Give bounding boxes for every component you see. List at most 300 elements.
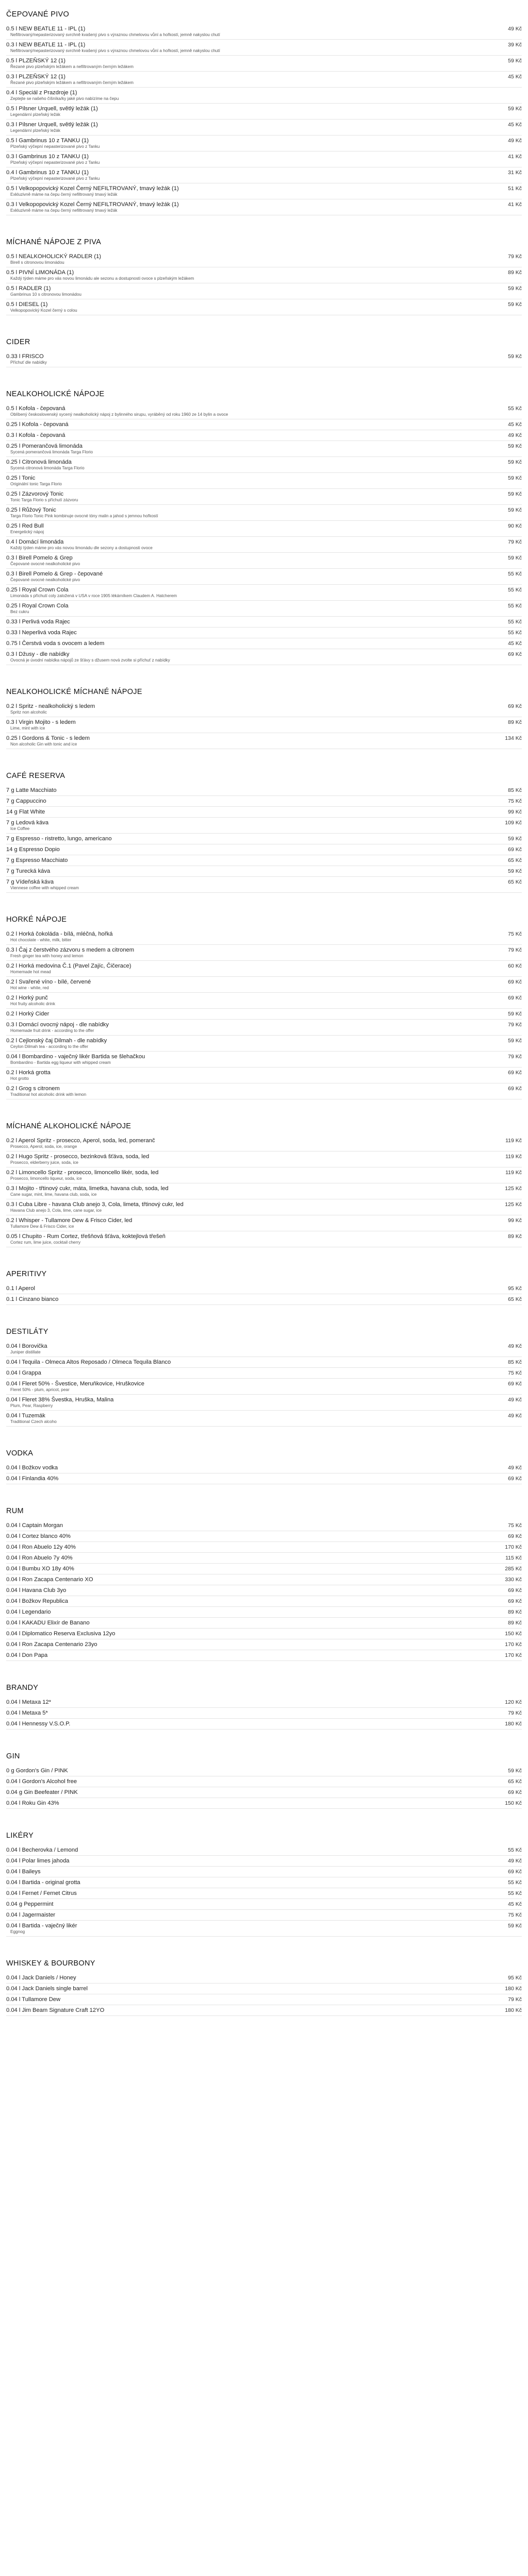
menu-item: [6, 1899, 522, 1910]
menu-item: [6, 601, 522, 617]
menu-item: [6, 1574, 522, 1585]
menu-item: [6, 1994, 522, 2005]
menu-item-row: [6, 978, 522, 986]
item-name: 0.04 l Ron Abuelo 12y 40%: [6, 1544, 76, 1550]
menu-item: [6, 1473, 522, 1484]
item-name: 0.04 l Bombardino - vaječný likér Bartida se šlehačkou: [6, 1054, 145, 1060]
item-price: 49 Kč: [508, 1858, 522, 1864]
item-description: Fresh ginger tea with honey and lemon: [10, 954, 84, 958]
menu-item-row: [6, 443, 522, 450]
item-name: 0.04 l Jim Beam Signature Craft 12YO: [6, 2007, 105, 2013]
item-name: 0.2 l Horký Cider: [6, 1011, 50, 1017]
item-price: 75 Kč: [508, 1370, 522, 1376]
menu-item-row: [6, 1359, 522, 1366]
menu-item-row: [6, 1576, 522, 1583]
menu-item-row: [6, 538, 522, 546]
item-price: 79 Kč: [508, 253, 522, 260]
item-price: 150 Kč: [505, 1800, 522, 1806]
section-title: BRANDY: [6, 1684, 39, 1692]
section-title: DESTILÁTY: [6, 1328, 48, 1336]
menu-item-row: [6, 1085, 522, 1092]
menu-item-row: [6, 57, 522, 64]
item-name: 0.2 l Svařené víno - bílé, červené: [6, 979, 91, 985]
item-name: 0.1 l Aperol: [6, 1285, 35, 1292]
menu-section: [6, 772, 522, 893]
menu-item: [6, 1463, 522, 1473]
menu-item-row: [6, 1879, 522, 1886]
item-name: 0.04 l Fleret 38% Švestka, Hruška, Malina: [6, 1397, 114, 1403]
menu-item-row: [6, 1619, 522, 1626]
item-name: 0.3 l Pilsner Urquell, světlý ležák (1): [6, 122, 98, 128]
menu-item: [6, 977, 522, 993]
menu-item-row: [6, 73, 522, 80]
menu-item-row: [6, 1974, 522, 1981]
item-name: 7 g Latte Macchiato: [6, 787, 57, 793]
menu-item: [6, 1845, 522, 1856]
menu-item: [6, 844, 522, 855]
item-price: 45 Kč: [508, 74, 522, 80]
item-description: Exkluzivně máme na čepu černý nefiltrovaný tmavý ležák: [10, 208, 118, 213]
item-price: 79 Kč: [508, 1710, 522, 1716]
menu-item: [6, 1036, 522, 1052]
menu-item-row: [6, 1217, 522, 1224]
item-description: Ceylon Dilmah tea - according to the offer: [10, 1044, 88, 1049]
menu-item: [6, 1283, 522, 1294]
section-title: GIN: [6, 1752, 20, 1760]
item-price: 119 Kč: [505, 1154, 522, 1160]
item-description: Řezané pivo plzeňským ležákem a nefiltrovaným černým ležákem: [10, 64, 134, 69]
item-description: Sycená pomerančová limonáda Targa Florio: [10, 450, 93, 454]
item-name: 0.04 l Havana Club 3yo: [6, 1587, 67, 1594]
item-price: 51 Kč: [508, 185, 522, 192]
item-price: 65 Kč: [508, 1778, 522, 1785]
item-name: 0.04 l Diplomatico Reserva Exclusiva 12yo: [6, 1631, 116, 1637]
item-name: 0.3 l Birell Pomelo & Grep: [6, 555, 73, 561]
item-price: 69 Kč: [508, 1086, 522, 1092]
menu-item-row: [6, 1868, 522, 1875]
item-name: 0.04 l Jagermaister: [6, 1912, 56, 1918]
item-name: 0.3 l Kofola - čepovaná: [6, 432, 65, 438]
item-description: Originální tonic Targa Florio: [10, 482, 62, 486]
item-price: 180 Kč: [505, 1986, 522, 1992]
menu-item: [6, 1787, 522, 1798]
menu-item-row: [6, 1587, 522, 1594]
menu-item-row: [6, 1699, 522, 1706]
menu-item-row: [6, 1343, 522, 1350]
item-price: 75 Kč: [508, 798, 522, 804]
item-description: Zeptejte se našeho číšníka/ky jaké pivo nabízíme na čepu: [10, 96, 119, 101]
menu-item-row: [6, 474, 522, 482]
item-description: Hot wine - white, red: [10, 986, 49, 990]
item-price: 79 Kč: [508, 1996, 522, 2003]
menu-item: [6, 537, 522, 553]
menu-section: [6, 1507, 522, 1661]
menu-item: [6, 24, 522, 40]
menu-item-row: [6, 269, 522, 276]
menu-item-row: [6, 285, 522, 292]
item-description: Bombardino - Bartida egg liqueur with whipped cream: [10, 1060, 111, 1065]
item-name: 14 g Espresso Dopio: [6, 846, 60, 853]
menu-item-row: [6, 201, 522, 208]
item-price: 55 Kč: [508, 587, 522, 593]
item-price: 89 Kč: [508, 1233, 522, 1240]
item-name: 0.2 l Cejlonský čaj Dilmah - dle nabídky: [6, 1038, 107, 1044]
item-name: 0.3 l Cuba Libre - havana Club anejo 3, Cola, limeta, třtinový cukr, led: [6, 1201, 184, 1208]
menu-section: [6, 1752, 522, 1809]
menu-item-row: [6, 253, 522, 260]
item-description: Řezané pivo plzeňským ležákem a nefiltrovaným černým ležákem: [10, 80, 134, 85]
item-name: 0.04 l Metaxa 12*: [6, 1699, 52, 1705]
menu-item: [6, 2005, 522, 2016]
item-name: 0.2 l Horká grotta: [6, 1070, 51, 1076]
menu-item: [6, 649, 522, 665]
item-description: Spritz non alcoholic: [10, 710, 47, 715]
item-name: 0.04 l Tullamore Dew: [6, 1996, 61, 2003]
item-description: Každý týden máme pro vás novou limonádu ale sezonu a dostupnosti ovoce s plzeňským ležákem: [10, 276, 194, 281]
item-price: 59 Kč: [508, 555, 522, 561]
item-name: 0.3 l Velkopopovický Kozel Černý NEFILTROVANÝ, tmavý ležák (1): [6, 201, 179, 208]
item-price: 65 Kč: [508, 879, 522, 885]
menu-item: [6, 104, 522, 120]
item-name: 0.1 l Cinzano bianco: [6, 1296, 59, 1302]
item-name: 0.25 l Růžový Tonic: [6, 507, 56, 513]
menu-item-row: [6, 1285, 522, 1292]
menu-item-row: [6, 169, 522, 176]
item-price: 49 Kč: [508, 432, 522, 438]
item-description: Juniper distillate: [10, 1350, 41, 1354]
item-name: 0.33 l Neperlivá voda Rajec: [6, 630, 77, 636]
item-price: 134 Kč: [505, 735, 522, 741]
item-price: 59 Kč: [508, 1923, 522, 1929]
item-description: Fleret 50% - plum, apricot, pear: [10, 1387, 70, 1392]
item-name: 0.5 l NEW BEATLE 11 - IPL (1): [6, 26, 86, 32]
item-price: 180 Kč: [505, 2007, 522, 2013]
menu-item-row: [6, 421, 522, 428]
menu-item: [6, 283, 522, 299]
item-description: Každý týden máme pro vás novou limonádu dle sezony a dostupnosti ovoce: [10, 546, 153, 550]
item-name: 0.04 l Tuzemák: [6, 1413, 45, 1419]
section-title: NEALKOHOLICKÉ MÍCHANÉ NÁPOJE: [6, 688, 142, 696]
item-price: 59 Kč: [508, 353, 522, 360]
menu-item: [6, 1596, 522, 1607]
menu-item-row: [6, 994, 522, 1002]
menu-item-row: [6, 2007, 522, 2014]
item-description: Homemade hot mead: [10, 970, 51, 974]
menu-item: [6, 473, 522, 489]
menu-item-row: [6, 787, 522, 794]
menu-item: [6, 1542, 522, 1553]
item-price: 59 Kč: [508, 507, 522, 513]
item-price: 119 Kč: [505, 1170, 522, 1176]
item-price: 95 Kč: [508, 1975, 522, 1981]
item-description: Hot grotto: [10, 1076, 29, 1081]
menu-item-row: [6, 1369, 522, 1377]
menu-item-row: [6, 1608, 522, 1616]
menu-item: [6, 855, 522, 866]
item-name: 0.3 l Čaj z čerstvého zázvoru s medem a citronem: [6, 947, 135, 953]
item-price: 41 Kč: [508, 154, 522, 160]
menu-item-row: [6, 703, 522, 710]
item-name: 0.04 l Finlandia 40%: [6, 1476, 59, 1482]
item-name: 0.04 l Baileys: [6, 1869, 41, 1875]
item-name: 0.04 l Grappa: [6, 1370, 41, 1376]
item-name: 0.04 l Bumbu XO 18y 40%: [6, 1566, 74, 1572]
item-price: 59 Kč: [508, 285, 522, 292]
menu-item-row: [6, 651, 522, 658]
menu-item: [6, 1341, 522, 1357]
item-description: Nefiltrovaný/nepasterizovaný svrchně kvašený pivo s výraznou chmelovou vůní a hořkostí, jemně nakyslou chutí: [10, 48, 220, 53]
item-name: 7 g Ledová káva: [6, 820, 49, 826]
menu-item-row: [6, 1789, 522, 1796]
item-price: 85 Kč: [508, 787, 522, 793]
menu-item: [6, 1564, 522, 1574]
item-name: 0.2 l Aperol Spritz - prosecco, Aperol, soda, led, pomeranč: [6, 1138, 155, 1144]
item-name: 0.33 l FRISCO: [6, 353, 44, 360]
menu-item: [6, 945, 522, 961]
menu-item: [6, 1183, 522, 1199]
section-title: HORKÉ NÁPOJE: [6, 916, 67, 924]
menu-item-row: [6, 962, 522, 970]
item-description: Ice Coffee: [10, 826, 30, 831]
menu-item-row: [6, 1857, 522, 1865]
item-name: 0.3 l NEW BEATLE 11 - IPL (1): [6, 42, 86, 48]
item-price: 45 Kč: [508, 1901, 522, 1907]
item-price: 49 Kč: [508, 1413, 522, 1419]
menu-item: [6, 299, 522, 315]
item-name: 0.04 l Bartida - original grotta: [6, 1879, 80, 1886]
item-price: 45 Kč: [508, 122, 522, 128]
item-description: Viennese coffee with whipped cream: [10, 886, 79, 890]
menu-item-row: [6, 1153, 522, 1160]
menu-item-row: [6, 1201, 522, 1208]
item-price: 69 Kč: [508, 1476, 522, 1482]
menu-item: [6, 1639, 522, 1650]
item-name: 0.04 l Polar limes jahoda: [6, 1858, 70, 1864]
item-name: 0.04 l Božkov Republica: [6, 1598, 69, 1604]
item-price: 99 Kč: [508, 1217, 522, 1224]
item-description: Bez cukru: [10, 609, 29, 614]
menu-item: [6, 1151, 522, 1167]
item-description: Velkopopovický Kozel černý s colou: [10, 308, 77, 313]
menu-item-row: [6, 1985, 522, 1992]
menu-item-row: [6, 1137, 522, 1144]
item-name: 0.04 l Tequila - Olmeca Altos Reposado / Olmeca Tequila Blanco: [6, 1359, 171, 1365]
section-title: ČEPOVANÉ PIVO: [6, 10, 70, 19]
item-name: 0.04 l Fernet / Fernet Citrus: [6, 1890, 77, 1896]
item-price: 69 Kč: [508, 1070, 522, 1076]
menu-item: [6, 251, 522, 267]
item-description: Lime, mint with ice: [10, 726, 45, 731]
item-price: 59 Kč: [508, 1011, 522, 1017]
menu-item-row: [6, 353, 522, 360]
menu-item-row: [6, 629, 522, 636]
menu-item: [6, 1973, 522, 1984]
menu-item-row: [6, 1554, 522, 1562]
item-name: 0.04 l Gordon's Alcohol free: [6, 1778, 77, 1785]
menu-item: [6, 40, 522, 56]
item-name: 0.3 l PLZEŇSKÝ 12 (1): [6, 74, 66, 80]
menu-item-row: [6, 878, 522, 886]
menu-item-row: [6, 719, 522, 726]
item-name: 0.5 l Gambrinus 10 z TANKU (1): [6, 138, 89, 144]
menu-item-row: [6, 153, 522, 160]
menu-item-row: [6, 846, 522, 853]
section-title: WHISKEY & BOURBONY: [6, 1959, 95, 1968]
menu-item-row: [6, 1396, 522, 1403]
menu-item: [6, 183, 522, 199]
item-description: Limonáda s příchutí coly založená v USA v roce 1905 lékárníkem Claudem A. Hatcherem: [10, 594, 177, 598]
item-price: 69 Kč: [508, 1587, 522, 1594]
menu-item: [6, 72, 522, 88]
item-price: 69 Kč: [508, 995, 522, 1001]
item-name: 0.25 l Red Bull: [6, 523, 44, 529]
menu-item: [6, 1719, 522, 1730]
item-price: 89 Kč: [508, 1609, 522, 1615]
item-price: 79 Kč: [508, 539, 522, 545]
item-name: 0.04 l Ron Zacapa Centenario XO: [6, 1577, 93, 1583]
section-title: CAFÉ RESERVA: [6, 772, 65, 780]
item-name: 14 g Flat White: [6, 809, 45, 815]
menu-item: [6, 505, 522, 521]
item-name: 7 g Turecká káva: [6, 868, 51, 874]
item-name: 0.33 l Perlivá voda Rajec: [6, 619, 70, 625]
item-name: 0.04 l Captain Morgan: [6, 1522, 63, 1529]
menu-item: [6, 1618, 522, 1629]
item-price: 69 Kč: [508, 1381, 522, 1387]
menu-item-row: [6, 1778, 522, 1785]
item-price: 79 Kč: [508, 947, 522, 953]
menu-item-row: [6, 570, 522, 578]
menu-item-row: [6, 1709, 522, 1717]
menu-item-row: [6, 618, 522, 625]
menu-item: [6, 430, 522, 441]
menu-item-row: [6, 1767, 522, 1774]
item-description: Nefiltrovaný/nepasterizovaný svrchně kvašený pivo s výraznou chmelovou vůní a hořkostí, jemně nakyslou chutí: [10, 32, 220, 37]
item-name: 0.3 l Domácí ovocný nápoj - dle nabídky: [6, 1022, 109, 1028]
menu-item: [6, 1553, 522, 1564]
item-name: 0.04 l Bartida - vaječný likér: [6, 1923, 77, 1929]
menu-item: [6, 1052, 522, 1067]
item-name: 0.04 l Borovička: [6, 1343, 47, 1349]
item-price: 59 Kč: [508, 106, 522, 112]
item-name: 0.4 l Gambrinus 10 z TANKU (1): [6, 170, 89, 176]
menu-item-row: [6, 1922, 522, 1929]
item-name: 0.25 l Royal Crown Cola: [6, 603, 69, 609]
menu-item-row: [6, 490, 522, 498]
menu-item: [6, 961, 522, 977]
item-name: 0.3 l Birell Pomelo & Grep - čepované: [6, 571, 103, 577]
item-description: Gambrinus 10 s citronovou limonádou: [10, 292, 81, 297]
menu-item: [6, 1020, 522, 1036]
menu-section: [6, 238, 522, 315]
item-description: Tullamore Dew & Frisco Cider, ice: [10, 1224, 74, 1229]
menu-item: [6, 638, 522, 649]
menu-item-row: [6, 808, 522, 816]
item-price: 39 Kč: [508, 42, 522, 48]
item-price: 45 Kč: [508, 640, 522, 647]
item-price: 69 Kč: [508, 846, 522, 853]
menu-item: [6, 489, 522, 505]
menu-item: [6, 628, 522, 638]
item-name: 0.25 l Gordons & Tonic - s ledem: [6, 735, 90, 741]
menu-item-row: [6, 857, 522, 864]
menu-item-row: [6, 798, 522, 805]
menu-item-row: [6, 89, 522, 96]
item-price: 60 Kč: [508, 963, 522, 969]
menu-item: [6, 1877, 522, 1888]
menu-item: [6, 1199, 522, 1215]
menu-item: [6, 1650, 522, 1661]
menu-item-row: [6, 1169, 522, 1176]
menu-item: [6, 569, 522, 585]
menu-item: [6, 929, 522, 945]
menu-item-row: [6, 1037, 522, 1044]
menu-item: [6, 1379, 522, 1395]
item-name: 7 g Espresso Macchiato: [6, 857, 68, 863]
menu-item: [6, 56, 522, 72]
item-description: Tonic Targa Florio s příchutí zázvoru: [10, 498, 78, 502]
item-name: 0 g Gordon's Gin / PINK: [6, 1768, 68, 1774]
item-price: 59 Kč: [508, 459, 522, 465]
item-price: 99 Kč: [508, 809, 522, 815]
item-name: 0.25 l Royal Crown Cola: [6, 587, 69, 593]
item-price: 75 Kč: [508, 931, 522, 937]
menu-item: [6, 1629, 522, 1639]
item-description: Non alcoholic Gin with tonic and ice: [10, 742, 77, 747]
menu-item: [6, 167, 522, 183]
item-description: Energetický nápoj: [10, 530, 44, 534]
menu-item: [6, 1231, 522, 1247]
menu-item-row: [6, 41, 522, 48]
item-price: 90 Kč: [508, 523, 522, 529]
item-price: 65 Kč: [508, 1296, 522, 1302]
menu-section: [6, 338, 522, 367]
menu-section: [6, 688, 522, 749]
menu-item: [6, 553, 522, 569]
menu-item-row: [6, 735, 522, 742]
menu-item-row: [6, 819, 522, 826]
item-name: 0.04 l KAKADU Elixír de Banano: [6, 1620, 90, 1626]
item-price: 69 Kč: [508, 1869, 522, 1875]
menu-item: [6, 701, 522, 717]
menu-item-row: [6, 1053, 522, 1060]
item-price: 115 Kč: [505, 1555, 522, 1561]
menu-item: [6, 351, 522, 367]
menu-item: [6, 1009, 522, 1020]
section-title: VODKA: [6, 1449, 34, 1458]
item-price: 109 Kč: [505, 820, 522, 826]
item-price: 170 Kč: [505, 1652, 522, 1658]
item-name: 0.4 l Domácí limonáda: [6, 539, 64, 545]
item-price: 55 Kč: [508, 1879, 522, 1886]
item-price: 55 Kč: [508, 405, 522, 412]
menu-item: [6, 1531, 522, 1542]
item-name: 0.04 l Cortez blanco 40%: [6, 1533, 71, 1539]
menu-item-row: [6, 137, 522, 144]
item-name: 0.5 l PIVNÍ LIMONÁDA (1): [6, 269, 74, 276]
menu-item: [6, 1798, 522, 1809]
item-price: 79 Kč: [508, 1054, 522, 1060]
item-price: 125 Kč: [505, 1201, 522, 1208]
menu-item-row: [6, 105, 522, 112]
menu-item-row: [6, 1996, 522, 2003]
menu-section: [6, 1270, 522, 1305]
item-name: 0.2 l Horká čokoláda - bílá, mléčná, hořká: [6, 931, 113, 937]
item-name: 0.04 l Hennessy V.S.O.P.: [6, 1721, 71, 1727]
item-description: Traditional hot alcoholic drink with lemon: [10, 1092, 87, 1097]
menu-item-row: [6, 1641, 522, 1648]
item-description: Cortez rum, lime juice, cocktail cherry: [10, 1240, 81, 1245]
